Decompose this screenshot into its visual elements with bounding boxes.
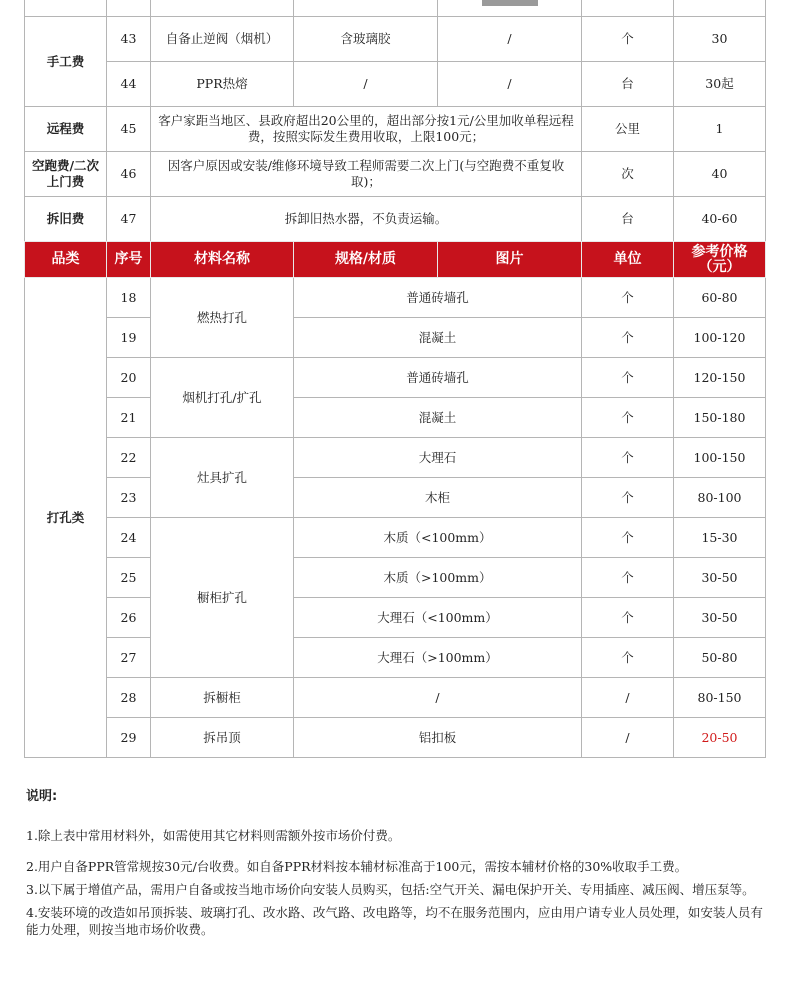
table-row — [25, 107, 766, 152]
table-row — [25, 17, 766, 62]
unit-cell: 个 — [582, 598, 674, 638]
unit-cell: 个 — [582, 278, 674, 318]
table-row — [25, 62, 766, 107]
material-name: 烟机打孔/扩孔 — [151, 358, 294, 438]
header-spec: 规格/材质 — [294, 242, 438, 278]
unit-cell: 次 — [582, 152, 674, 197]
category-cell: 手工费 — [25, 17, 107, 107]
row-number: 28 — [107, 678, 151, 718]
price-cell: 80-100 — [674, 478, 766, 518]
row-number: 22 — [107, 438, 151, 478]
row-number: 23 — [107, 478, 151, 518]
spec-cell: 混凝土 — [294, 398, 582, 438]
price-cell: 30 — [674, 17, 766, 62]
price-cell: 40 — [674, 152, 766, 197]
unit-cell: 个 — [582, 438, 674, 478]
row-number: 20 — [107, 358, 151, 398]
price-cell: 30起 — [674, 62, 766, 107]
spec-cell: / — [294, 62, 438, 107]
notes-section — [26, 788, 766, 944]
table-row — [25, 518, 766, 558]
price-cell: 15-30 — [674, 518, 766, 558]
table-row — [25, 478, 766, 518]
price-cell: 150-180 — [674, 398, 766, 438]
spec-cell: 含玻璃胶 — [294, 17, 438, 62]
price-cell: 1 — [674, 107, 766, 152]
spec-cell: 混凝土 — [294, 318, 582, 358]
unit-cell: 个 — [582, 318, 674, 358]
material-name: 自备止逆阀（烟机） — [151, 17, 294, 62]
spec-cell: 普通砖墙孔 — [294, 278, 582, 318]
spec-cell: 大理石（>100mm） — [294, 638, 582, 678]
row-number: 24 — [107, 518, 151, 558]
unit-cell: 台 — [582, 62, 674, 107]
description-cell: 客户家距当地区、县政府超出20公里的，超出部分按1元/公里加收单程远程费，按照实际发生费用收取，上限100元； — [151, 107, 582, 152]
table-row — [25, 398, 766, 438]
header-material-name: 材料名称 — [151, 242, 294, 278]
unit-cell: 公里 — [582, 107, 674, 152]
table-row — [25, 598, 766, 638]
product-image — [438, 0, 582, 17]
table-header-row — [25, 242, 766, 278]
row-number: 44 — [107, 62, 151, 107]
note-item: 3.以下属于增值产品，需用户自备或按当地市场价向安装人员购买，包括:空气开关、漏电保护开关、专用插座、减压阀、增压泵等。 — [26, 882, 755, 897]
price-cell: 100-120 — [674, 318, 766, 358]
material-name: 拆吊顶 — [151, 718, 294, 758]
price-cell: 50-80 — [674, 638, 766, 678]
table-cell — [25, 0, 107, 17]
category-cell: 打孔类 — [25, 278, 107, 758]
unit-cell: 台 — [582, 197, 674, 242]
unit-cell: 个 — [582, 518, 674, 558]
picture-cell: / — [438, 17, 582, 62]
header-number: 序号 — [107, 242, 151, 278]
table-row — [25, 197, 766, 242]
row-number: 45 — [107, 107, 151, 152]
table-row — [25, 358, 766, 398]
image-thumbnail — [482, 0, 538, 6]
table-row — [25, 438, 766, 478]
table-row — [25, 558, 766, 598]
price-cell: 120-150 — [674, 358, 766, 398]
price-cell: 80-150 — [674, 678, 766, 718]
table-row — [25, 152, 766, 197]
spec-cell: 木质（<100mm） — [294, 518, 582, 558]
row-number: 29 — [107, 718, 151, 758]
price-cell: 100-150 — [674, 438, 766, 478]
header-price: 参考价格（元） — [674, 242, 766, 278]
table-row — [25, 278, 766, 318]
row-number: 27 — [107, 638, 151, 678]
table-cell — [107, 0, 151, 17]
row-number: 47 — [107, 197, 151, 242]
material-name: 灶具扩孔 — [151, 438, 294, 518]
row-number: 26 — [107, 598, 151, 638]
note-item: 1.除上表中常用材料外，如需使用其它材料则需额外按市场价付费。 — [26, 828, 401, 843]
spec-cell: 木质（>100mm） — [294, 558, 582, 598]
row-number: 43 — [107, 17, 151, 62]
spec-cell: 普通砖墙孔 — [294, 358, 582, 398]
table-row — [25, 318, 766, 358]
row-number: 18 — [107, 278, 151, 318]
spec-cell: 木柜 — [294, 478, 582, 518]
picture-cell: / — [438, 62, 582, 107]
header-unit: 单位 — [582, 242, 674, 278]
note-item: 2.用户自备PPR管常规按30元/台收费。如自备PPR材料按本辅材标准高于100元，需按本辅材价格的30%收取手工费。 — [26, 859, 688, 874]
material-name: PPR热熔 — [151, 62, 294, 107]
unit-cell: 个 — [582, 398, 674, 438]
table-cell — [674, 0, 766, 17]
unit-cell: 个 — [582, 558, 674, 598]
drilling-table — [24, 241, 766, 758]
material-name: 橱柜扩孔 — [151, 518, 294, 678]
description-cell: 拆卸旧热水器，不负责运输。 — [151, 197, 582, 242]
unit-cell: / — [582, 678, 674, 718]
fee-table-top — [24, 0, 766, 242]
row-number: 21 — [107, 398, 151, 438]
unit-cell: 个 — [582, 478, 674, 518]
unit-cell: 个 — [582, 638, 674, 678]
spec-cell: / — [294, 678, 582, 718]
category-cell: 拆旧费 — [25, 197, 107, 242]
row-number: 25 — [107, 558, 151, 598]
unit-cell: 个 — [582, 17, 674, 62]
material-name: 燃热打孔 — [151, 278, 294, 358]
unit-cell: / — [582, 718, 674, 758]
price-cell: 20-50 — [674, 718, 766, 758]
notes-title: 说明: — [26, 789, 58, 804]
category-cell: 远程费 — [25, 107, 107, 152]
spec-cell: 大理石 — [294, 438, 582, 478]
row-number: 46 — [107, 152, 151, 197]
table-row — [25, 638, 766, 678]
price-cell: 30-50 — [674, 598, 766, 638]
spec-cell: 大理石（<100mm） — [294, 598, 582, 638]
table-row — [25, 678, 766, 718]
row-number: 19 — [107, 318, 151, 358]
table-row — [25, 718, 766, 758]
price-cell: 40-60 — [674, 197, 766, 242]
table-cell — [151, 0, 294, 17]
spec-cell: 铝扣板 — [294, 718, 582, 758]
table-row — [25, 0, 766, 17]
price-cell: 30-50 — [674, 558, 766, 598]
material-name: 拆橱柜 — [151, 678, 294, 718]
category-cell: 空跑费/二次上门费 — [25, 152, 107, 197]
price-cell: 60-80 — [674, 278, 766, 318]
unit-cell: 个 — [582, 358, 674, 398]
note-item: 4.安装环境的改造如吊顶拆装、玻璃打孔、改水路、改气路、改电路等，均不在服务范围内，应由用户请专业人员处理，如安装人员有能力处理，则按当地市场价收费。 — [26, 905, 763, 937]
table-cell — [294, 0, 438, 17]
table-cell — [582, 0, 674, 17]
description-cell: 因客户原因或安装/维修环境导致工程师需要二次上门(与空跑费不重复收取)； — [151, 152, 582, 197]
header-picture: 图片 — [438, 242, 582, 278]
header-category: 品类 — [25, 242, 107, 278]
